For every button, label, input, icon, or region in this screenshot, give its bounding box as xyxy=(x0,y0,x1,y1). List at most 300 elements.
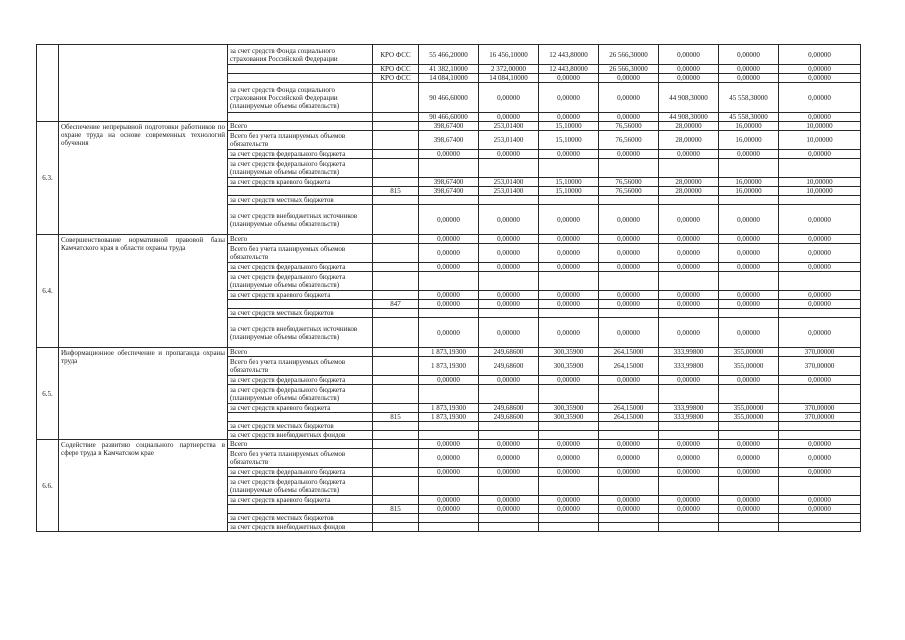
amount-cell: 0,00000 xyxy=(419,300,479,309)
funding-source-label: за счет средств федерального бюджета (планируемые объемы обязательств) xyxy=(228,477,373,496)
amount-cell: 0,00000 xyxy=(779,83,861,113)
amount-cell xyxy=(419,385,479,404)
amount-cell xyxy=(539,477,599,496)
amount-cell: 0,00000 xyxy=(719,496,779,505)
funding-source-label: Всего без учета планируемых объемов обязательств xyxy=(228,357,373,376)
amount-cell xyxy=(779,309,861,318)
amount-cell xyxy=(479,431,539,440)
section-description: Содействие развитию социального партнерства в сфере труда в Камчатском крае xyxy=(59,440,228,532)
amount-cell: 0,00000 xyxy=(539,496,599,505)
amount-cell: 0,00000 xyxy=(779,468,861,477)
amount-cell: 16,00000 xyxy=(719,131,779,150)
amount-cell: 0,00000 xyxy=(719,468,779,477)
amount-cell: 55 466,20000 xyxy=(419,45,479,65)
amount-cell: 0,00000 xyxy=(479,83,539,113)
budget-code: 815 xyxy=(373,187,419,196)
budget-code xyxy=(373,272,419,291)
amount-cell: 10,00000 xyxy=(779,178,861,187)
amount-cell: 0,00000 xyxy=(599,468,659,477)
funding-source-label: за счет средств местных бюджетов xyxy=(228,309,373,318)
section-description: Совершенствование нормативной правовой базы Камчатского края в области охраны труда xyxy=(59,235,228,348)
amount-cell: 0,00000 xyxy=(659,235,719,244)
amount-cell: 0,00000 xyxy=(599,113,659,122)
budget-code xyxy=(373,159,419,178)
amount-cell: 0,00000 xyxy=(539,263,599,272)
amount-cell: 26 566,30000 xyxy=(599,45,659,65)
budget-code: 815 xyxy=(373,505,419,514)
amount-cell: 0,00000 xyxy=(719,318,779,348)
amount-cell: 0,00000 xyxy=(659,65,719,74)
amount-cell: 16,00000 xyxy=(719,178,779,187)
amount-cell: 0,00000 xyxy=(719,440,779,449)
funding-source-label: Всего xyxy=(228,440,373,449)
amount-cell: 0,00000 xyxy=(599,496,659,505)
budget-table-page xyxy=(36,44,861,532)
budget-code xyxy=(373,263,419,272)
amount-cell: 0,00000 xyxy=(599,318,659,348)
amount-cell: 300,35900 xyxy=(539,348,599,357)
amount-cell: 12 443,80000 xyxy=(539,65,599,74)
amount-cell: 0,00000 xyxy=(479,244,539,263)
amount-cell: 44 908,30000 xyxy=(659,113,719,122)
amount-cell: 0,00000 xyxy=(539,113,599,122)
funding-source-label: за счет средств краевого бюджета xyxy=(228,291,373,300)
amount-cell: 300,35900 xyxy=(539,404,599,413)
amount-cell: 0,00000 xyxy=(719,205,779,235)
budget-code xyxy=(373,468,419,477)
budget-code xyxy=(373,357,419,376)
amount-cell: 0,00000 xyxy=(659,318,719,348)
section-number: 6.6. xyxy=(37,440,59,532)
amount-cell: 41 382,10000 xyxy=(419,65,479,74)
amount-cell: 0,00000 xyxy=(599,235,659,244)
amount-cell: 0,00000 xyxy=(719,376,779,385)
amount-cell xyxy=(479,196,539,205)
amount-cell: 370,00000 xyxy=(779,357,861,376)
amount-cell: 0,00000 xyxy=(419,505,479,514)
amount-cell: 264,15000 xyxy=(599,348,659,357)
amount-cell: 0,00000 xyxy=(479,449,539,468)
amount-cell: 0,00000 xyxy=(779,235,861,244)
amount-cell: 0,00000 xyxy=(779,376,861,385)
funding-source-label xyxy=(228,113,373,122)
budget-code xyxy=(373,131,419,150)
budget-code xyxy=(373,376,419,385)
funding-source-label: за счет средств внебюджетных источников (планируемые объемы обязательств) xyxy=(228,318,373,348)
budget-code xyxy=(373,235,419,244)
amount-cell: 0,00000 xyxy=(479,505,539,514)
budget-code: 815 xyxy=(373,413,419,422)
amount-cell xyxy=(779,431,861,440)
amount-cell xyxy=(419,431,479,440)
amount-cell xyxy=(599,385,659,404)
amount-cell xyxy=(659,159,719,178)
amount-cell: 0,00000 xyxy=(539,74,599,83)
budget-code xyxy=(373,150,419,159)
amount-cell: 370,00000 xyxy=(779,413,861,422)
budget-code xyxy=(373,291,419,300)
amount-cell: 300,35900 xyxy=(539,413,599,422)
amount-cell: 0,00000 xyxy=(479,468,539,477)
amount-cell: 0,00000 xyxy=(659,505,719,514)
budget-code xyxy=(373,404,419,413)
amount-cell: 0,00000 xyxy=(719,74,779,83)
amount-cell: 0,00000 xyxy=(419,318,479,348)
amount-cell: 45 558,30000 xyxy=(719,113,779,122)
amount-cell: 0,00000 xyxy=(659,376,719,385)
section-description xyxy=(59,45,228,122)
amount-cell: 253,01400 xyxy=(479,178,539,187)
amount-cell: 0,00000 xyxy=(419,376,479,385)
amount-cell: 0,00000 xyxy=(539,440,599,449)
amount-cell: 1 873,19300 xyxy=(419,413,479,422)
section-number: 6.3. xyxy=(37,122,59,235)
budget-code xyxy=(373,178,419,187)
funding-source-label xyxy=(228,413,373,422)
amount-cell xyxy=(659,523,719,532)
amount-cell: 0,00000 xyxy=(659,74,719,83)
amount-cell: 0,00000 xyxy=(599,244,659,263)
amount-cell: 76,56000 xyxy=(599,178,659,187)
amount-cell xyxy=(779,477,861,496)
funding-source-label: Всего без учета планируемых объемов обязательств xyxy=(228,244,373,263)
amount-cell xyxy=(719,422,779,431)
amount-cell xyxy=(599,309,659,318)
amount-cell: 0,00000 xyxy=(539,505,599,514)
amount-cell: 0,00000 xyxy=(659,244,719,263)
amount-cell: 10,00000 xyxy=(779,187,861,196)
funding-source-label xyxy=(228,300,373,309)
amount-cell: 0,00000 xyxy=(419,150,479,159)
amount-cell: 0,00000 xyxy=(419,468,479,477)
amount-cell xyxy=(479,159,539,178)
amount-cell xyxy=(599,514,659,523)
amount-cell: 90 466,60000 xyxy=(419,83,479,113)
amount-cell: 0,00000 xyxy=(539,468,599,477)
amount-cell: 0,00000 xyxy=(719,300,779,309)
amount-cell xyxy=(779,523,861,532)
amount-cell: 0,00000 xyxy=(779,263,861,272)
amount-cell xyxy=(779,196,861,205)
amount-cell: 0,00000 xyxy=(659,440,719,449)
amount-cell: 249,68600 xyxy=(479,404,539,413)
amount-cell: 0,00000 xyxy=(719,505,779,514)
amount-cell: 76,56000 xyxy=(599,187,659,196)
amount-cell: 0,00000 xyxy=(539,300,599,309)
amount-cell: 0,00000 xyxy=(659,205,719,235)
amount-cell: 0,00000 xyxy=(539,150,599,159)
funding-source-label xyxy=(228,74,373,83)
amount-cell: 0,00000 xyxy=(779,150,861,159)
amount-cell: 253,01400 xyxy=(479,187,539,196)
amount-cell xyxy=(719,196,779,205)
amount-cell: 0,00000 xyxy=(659,300,719,309)
funding-source-label: за счет средств федерального бюджета (планируемые объемы обязательств) xyxy=(228,385,373,404)
amount-cell: 1 873,19300 xyxy=(419,404,479,413)
amount-cell: 0,00000 xyxy=(599,74,659,83)
funding-source-label: за счет средств краевого бюджета xyxy=(228,404,373,413)
amount-cell: 2 372,00000 xyxy=(479,65,539,74)
amount-cell: 44 908,30000 xyxy=(659,83,719,113)
amount-cell xyxy=(539,196,599,205)
amount-cell: 14 084,10000 xyxy=(479,74,539,83)
amount-cell: 0,00000 xyxy=(479,150,539,159)
amount-cell: 0,00000 xyxy=(599,376,659,385)
amount-cell: 0,00000 xyxy=(419,449,479,468)
amount-cell: 0,00000 xyxy=(539,205,599,235)
amount-cell: 0,00000 xyxy=(479,291,539,300)
budget-code xyxy=(373,422,419,431)
amount-cell xyxy=(539,309,599,318)
amount-cell xyxy=(779,514,861,523)
amount-cell: 370,00000 xyxy=(779,404,861,413)
funding-source-label: Всего без учета планируемых объемов обязательств xyxy=(228,449,373,468)
amount-cell xyxy=(479,272,539,291)
amount-cell: 15,10000 xyxy=(539,131,599,150)
amount-cell xyxy=(419,523,479,532)
budget-code xyxy=(373,449,419,468)
amount-cell: 333,99800 xyxy=(659,348,719,357)
amount-cell xyxy=(659,272,719,291)
amount-cell: 0,00000 xyxy=(719,244,779,263)
amount-cell: 0,00000 xyxy=(719,291,779,300)
budget-code: КРО ФСС xyxy=(373,45,419,65)
amount-cell: 0,00000 xyxy=(479,113,539,122)
amount-cell: 0,00000 xyxy=(599,440,659,449)
amount-cell: 15,10000 xyxy=(539,187,599,196)
amount-cell xyxy=(659,385,719,404)
budget-code xyxy=(373,83,419,113)
amount-cell xyxy=(599,477,659,496)
amount-cell: 355,00000 xyxy=(719,413,779,422)
amount-cell: 370,00000 xyxy=(779,348,861,357)
amount-cell: 0,00000 xyxy=(599,205,659,235)
amount-cell: 0,00000 xyxy=(659,263,719,272)
budget-code xyxy=(373,318,419,348)
amount-cell xyxy=(479,477,539,496)
amount-cell: 0,00000 xyxy=(719,45,779,65)
amount-cell: 0,00000 xyxy=(779,300,861,309)
table-row xyxy=(37,122,861,131)
budget-code xyxy=(373,348,419,357)
amount-cell: 253,01400 xyxy=(479,131,539,150)
amount-cell: 0,00000 xyxy=(659,496,719,505)
amount-cell xyxy=(479,309,539,318)
amount-cell: 333,99800 xyxy=(659,404,719,413)
amount-cell: 333,99800 xyxy=(659,357,719,376)
amount-cell: 0,00000 xyxy=(539,244,599,263)
amount-cell: 0,00000 xyxy=(719,65,779,74)
amount-cell xyxy=(479,422,539,431)
amount-cell: 0,00000 xyxy=(599,83,659,113)
budget-code xyxy=(373,477,419,496)
amount-cell: 15,10000 xyxy=(539,178,599,187)
amount-cell xyxy=(719,385,779,404)
amount-cell xyxy=(779,272,861,291)
amount-cell xyxy=(539,523,599,532)
amount-cell: 0,00000 xyxy=(779,440,861,449)
amount-cell: 0,00000 xyxy=(599,449,659,468)
amount-cell: 0,00000 xyxy=(539,291,599,300)
amount-cell: 76,56000 xyxy=(599,122,659,131)
budget-code xyxy=(373,205,419,235)
funding-source-label: за счет средств местных бюджетов xyxy=(228,514,373,523)
amount-cell: 0,00000 xyxy=(419,244,479,263)
amount-cell: 398,67400 xyxy=(419,187,479,196)
budget-code xyxy=(373,496,419,505)
funding-source-label: за счет средств федерального бюджета xyxy=(228,263,373,272)
amount-cell xyxy=(659,431,719,440)
amount-cell: 355,00000 xyxy=(719,357,779,376)
amount-cell: 0,00000 xyxy=(599,150,659,159)
amount-cell: 0,00000 xyxy=(539,318,599,348)
amount-cell xyxy=(719,431,779,440)
amount-cell xyxy=(659,196,719,205)
amount-cell xyxy=(779,385,861,404)
amount-cell: 253,01400 xyxy=(479,122,539,131)
amount-cell: 0,00000 xyxy=(659,150,719,159)
amount-cell: 0,00000 xyxy=(479,318,539,348)
budget-code xyxy=(373,244,419,263)
amount-cell: 0,00000 xyxy=(779,113,861,122)
amount-cell: 16 456,10000 xyxy=(479,45,539,65)
amount-cell: 0,00000 xyxy=(599,263,659,272)
amount-cell: 0,00000 xyxy=(539,83,599,113)
funding-source-label xyxy=(228,187,373,196)
amount-cell: 0,00000 xyxy=(719,263,779,272)
amount-cell: 0,00000 xyxy=(479,205,539,235)
amount-cell: 0,00000 xyxy=(779,65,861,74)
amount-cell: 0,00000 xyxy=(419,235,479,244)
amount-cell: 0,00000 xyxy=(779,505,861,514)
amount-cell xyxy=(659,309,719,318)
amount-cell xyxy=(719,523,779,532)
table-row xyxy=(37,440,861,449)
amount-cell: 28,00000 xyxy=(659,178,719,187)
funding-source-label: Всего xyxy=(228,348,373,357)
budget-code xyxy=(373,514,419,523)
amount-cell xyxy=(779,422,861,431)
amount-cell xyxy=(599,422,659,431)
funding-source-label: за счет средств внебюджетных источников (планируемые объемы обязательств) xyxy=(228,205,373,235)
amount-cell: 10,00000 xyxy=(779,131,861,150)
funding-source-label: за счет средств местных бюджетов xyxy=(228,196,373,205)
amount-cell: 0,00000 xyxy=(779,449,861,468)
amount-cell xyxy=(659,422,719,431)
amount-cell: 0,00000 xyxy=(719,150,779,159)
funding-source-label: Всего xyxy=(228,235,373,244)
amount-cell: 333,99800 xyxy=(659,413,719,422)
amount-cell xyxy=(419,477,479,496)
budget-code: КРО ФСС xyxy=(373,74,419,83)
amount-cell xyxy=(419,422,479,431)
amount-cell: 16,00000 xyxy=(719,187,779,196)
amount-cell xyxy=(659,477,719,496)
section-number: 6.4. xyxy=(37,235,59,348)
amount-cell xyxy=(419,196,479,205)
amount-cell xyxy=(419,309,479,318)
amount-cell: 1 873,19300 xyxy=(419,348,479,357)
funding-source-label: за счет средств краевого бюджета xyxy=(228,496,373,505)
amount-cell xyxy=(719,272,779,291)
amount-cell: 0,00000 xyxy=(479,263,539,272)
amount-cell xyxy=(719,309,779,318)
amount-cell: 0,00000 xyxy=(599,300,659,309)
amount-cell: 0,00000 xyxy=(719,449,779,468)
funding-source-label: за счет средств федерального бюджета xyxy=(228,376,373,385)
funding-source-label: за счет средств федерального бюджета (планируемые объемы обязательств) xyxy=(228,159,373,178)
budget-code xyxy=(373,440,419,449)
amount-cell: 0,00000 xyxy=(659,291,719,300)
budget-code xyxy=(373,431,419,440)
budget-code xyxy=(373,196,419,205)
amount-cell: 14 084,10000 xyxy=(419,74,479,83)
funding-source-label: за счет средств внебюджетных фондов xyxy=(228,523,373,532)
funding-source-label: за счет средств местных бюджетов xyxy=(228,422,373,431)
funding-source-label: Всего без учета планируемых объемов обязательств xyxy=(228,131,373,150)
amount-cell: 355,00000 xyxy=(719,404,779,413)
amount-cell: 0,00000 xyxy=(479,300,539,309)
section-number xyxy=(37,45,59,122)
amount-cell: 0,00000 xyxy=(539,449,599,468)
amount-cell xyxy=(599,272,659,291)
funding-source-label: за счет средств Фонда социального страхования Российской Федерации xyxy=(228,45,373,65)
amount-cell xyxy=(539,159,599,178)
amount-cell: 300,35900 xyxy=(539,357,599,376)
amount-cell: 264,15000 xyxy=(599,404,659,413)
amount-cell: 249,68600 xyxy=(479,357,539,376)
amount-cell: 0,00000 xyxy=(779,45,861,65)
amount-cell: 0,00000 xyxy=(419,496,479,505)
funding-source-label: Всего xyxy=(228,122,373,131)
amount-cell: 0,00000 xyxy=(419,291,479,300)
amount-cell: 0,00000 xyxy=(419,440,479,449)
funding-source-label xyxy=(228,505,373,514)
amount-cell: 26 566,30000 xyxy=(599,65,659,74)
amount-cell xyxy=(539,272,599,291)
amount-cell xyxy=(539,431,599,440)
table-row xyxy=(37,45,861,65)
amount-cell xyxy=(599,159,659,178)
funding-source-label xyxy=(228,65,373,74)
budget-code xyxy=(373,122,419,131)
budget-table xyxy=(36,44,861,532)
amount-cell xyxy=(539,422,599,431)
amount-cell: 0,00000 xyxy=(539,376,599,385)
budget-code xyxy=(373,309,419,318)
amount-cell: 249,68600 xyxy=(479,413,539,422)
amount-cell xyxy=(419,272,479,291)
amount-cell: 0,00000 xyxy=(599,291,659,300)
amount-cell: 264,15000 xyxy=(599,357,659,376)
amount-cell: 0,00000 xyxy=(599,505,659,514)
funding-source-label: за счет средств краевого бюджета xyxy=(228,178,373,187)
amount-cell: 0,00000 xyxy=(779,74,861,83)
amount-cell: 28,00000 xyxy=(659,187,719,196)
amount-cell: 0,00000 xyxy=(479,376,539,385)
amount-cell: 76,56000 xyxy=(599,131,659,150)
amount-cell: 90 466,60000 xyxy=(419,113,479,122)
amount-cell xyxy=(719,159,779,178)
amount-cell xyxy=(419,159,479,178)
amount-cell: 249,68600 xyxy=(479,348,539,357)
amount-cell xyxy=(719,514,779,523)
amount-cell: 0,00000 xyxy=(779,496,861,505)
amount-cell xyxy=(719,477,779,496)
amount-cell: 12 443,80000 xyxy=(539,45,599,65)
section-number: 6.5. xyxy=(37,348,59,440)
table-row xyxy=(37,348,861,357)
